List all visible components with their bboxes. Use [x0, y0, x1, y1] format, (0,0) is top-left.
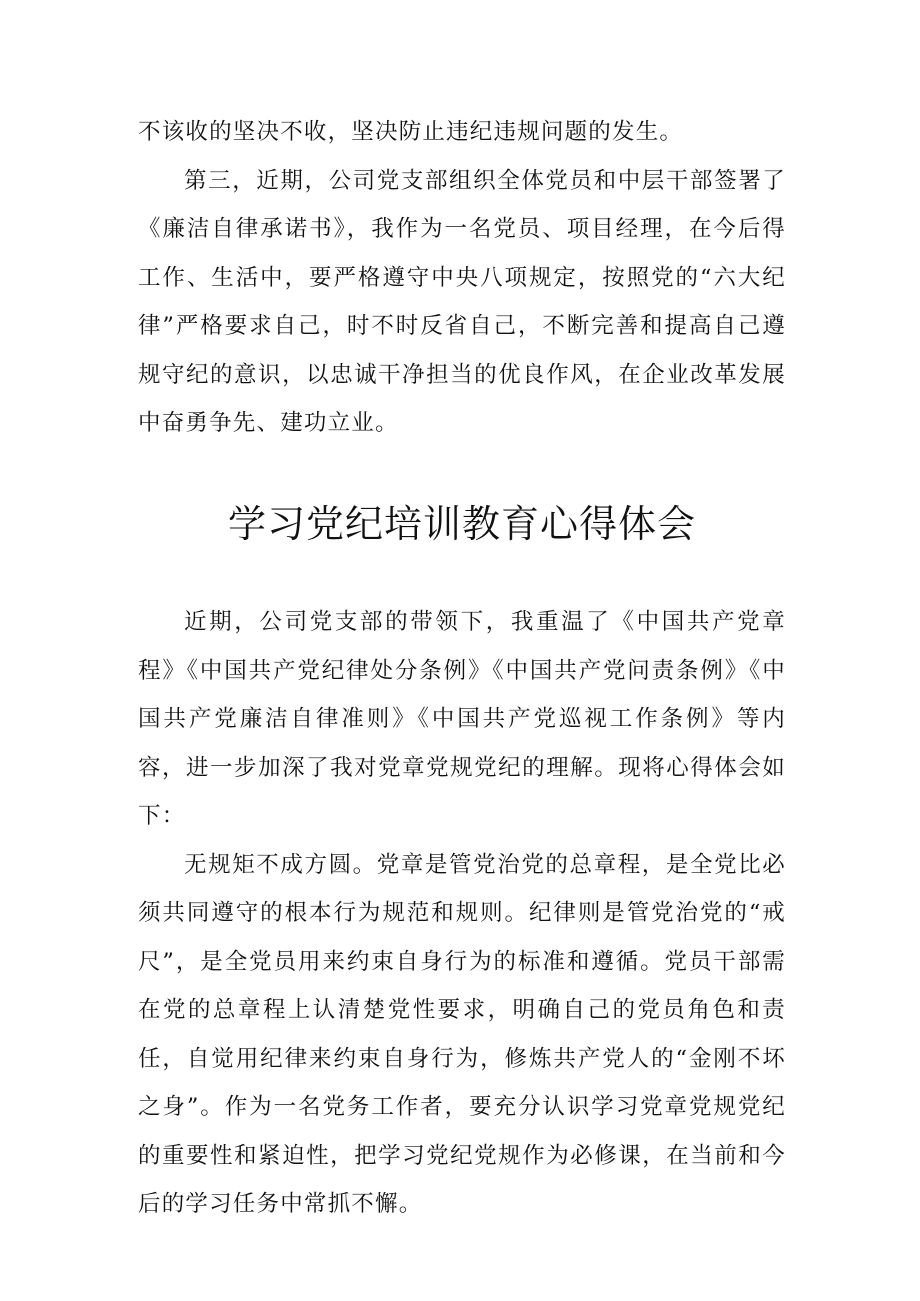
continuation-text [138, 108, 786, 448]
article-paragraph-2: 无规矩不成方圆。党章是管党治党的总章程，是全党比必须共同遵守的根本行为规范和规则。纪律则是管党治党的“戒尺”，是全党员用来约束自身行为的标准和遵循。党员干部需在党的总章程上认清楚党性要求，明确自己的党员角色和责任，自觉用纪律来约束自身行为，修炼共产党人的“金刚不坏之身”。作为一名党务工作者，要充分认识学习党章党规党纪的重要性和紧迫性，把学习党纪党规作为必修课，在当前和今后的学习任务中常抓不懈。 [138, 851, 786, 1217]
continuation-paragraph-2: 第三，近期，公司党支部组织全体党员和中层干部签署了《廉洁自律承诺书》，我作为一名党员、项目经理，在今后得工作、生活中，要严格遵守中央八项规定，按照党的“六大纪律”严格要求自己，时不时反省自己，不断完善和提高自己遵规守纪的意识，以忠诚干净担当的优良作风，在企业改革发展中奋勇争先、建功立业。 [138, 167, 786, 436]
article-title: 学习党纪培训教育心得体会 [227, 502, 696, 546]
article-paragraph-1: 近期，公司党支部的带领下，我重温了《中国共产党章程》《中国共产党纪律处分条例》《中国共产党问责条例》《中国共产党廉洁自律准则》《中国共产党巡视工作条例》等内容，进一步加深了我对党章党规党纪的理解。现将心得体会如下： [138, 609, 786, 829]
article-body [138, 598, 786, 1229]
continuation-paragraph-1: 不该收的坚决不收，坚决防止违纪违规问题的发生。 [138, 119, 684, 145]
